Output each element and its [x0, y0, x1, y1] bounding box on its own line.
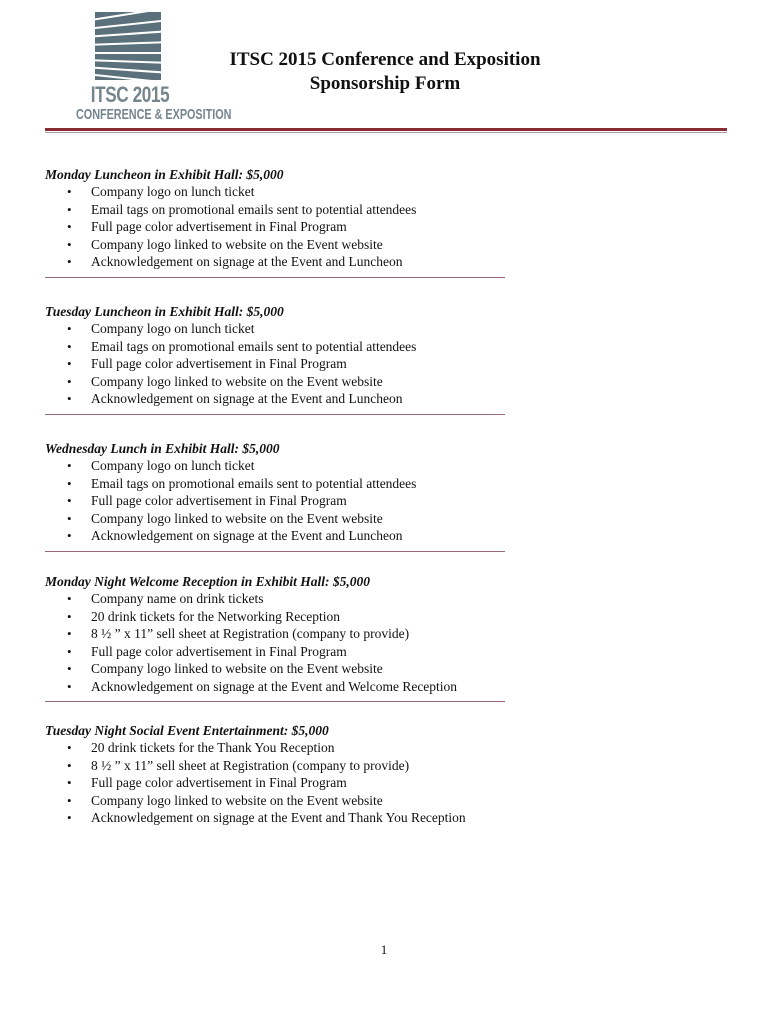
- bullet-icon: •: [67, 373, 72, 389]
- bullet-icon: •: [67, 236, 72, 252]
- bullet-icon: •: [67, 184, 72, 199]
- bullet-icon: •: [67, 458, 72, 473]
- logo-text-subtitle: CONFERENCE & EXPOSITION: [76, 106, 232, 123]
- bullet-icon: •: [67, 356, 72, 371]
- bullet-icon: •: [67, 391, 72, 406]
- bullet-icon: •: [67, 338, 72, 354]
- benefit-item: • Email tags on promotional emails sent to potential attendees: [67, 201, 417, 217]
- benefit-item: • Email tags on promotional emails sent to potential attendees: [67, 475, 417, 491]
- bullet-icon: •: [67, 254, 72, 269]
- benefit-item: • Acknowledgement on signage at the Event and Luncheon: [67, 391, 403, 406]
- page-title: [200, 48, 570, 96]
- sponsorship-section-tuesday-luncheon: [45, 303, 515, 415]
- section-divider: [45, 277, 505, 278]
- bullet-icon: •: [67, 810, 72, 825]
- section-divider: [45, 551, 505, 552]
- benefit-list: [45, 320, 515, 408]
- section-heading: Monday Night Welcome Reception in Exhibit Hall: $5,000: [45, 574, 371, 589]
- bullet-icon: •: [67, 775, 72, 790]
- bullet-icon: •: [67, 608, 72, 624]
- bullet-icon: •: [67, 626, 72, 641]
- benefit-item: • Company logo linked to website on the Event website: [67, 510, 383, 526]
- benefit-item: • 20 drink tickets for the Networking Reception: [67, 608, 340, 624]
- bullet-icon: •: [67, 643, 72, 659]
- benefit-list: [45, 590, 515, 695]
- sponsorship-section-social-event: [45, 722, 515, 827]
- title-line-2: Sponsorship Form: [309, 73, 461, 94]
- bullet-icon: •: [67, 740, 72, 755]
- logo-text-year: ITSC 2015: [90, 82, 170, 107]
- bullet-icon: •: [67, 493, 72, 508]
- benefit-item: • Full page color advertisement in Final Program: [67, 219, 347, 234]
- benefit-item: • Company logo on lunch ticket: [67, 321, 255, 336]
- section-heading: Monday Luncheon in Exhibit Hall: $5,000: [45, 167, 284, 182]
- benefit-item: • Company logo linked to website on the Event website: [67, 661, 383, 676]
- benefit-item: • Company name on drink tickets: [67, 591, 264, 606]
- benefit-item: • Full page color advertisement in Final Program: [67, 643, 347, 659]
- header-divider: [45, 128, 727, 131]
- title-line-1: ITSC 2015 Conference and Exposition: [229, 49, 541, 70]
- bullet-icon: •: [67, 757, 72, 773]
- benefit-list: [45, 739, 515, 827]
- bullet-icon: •: [67, 591, 72, 606]
- benefit-item: • Company logo linked to website on the Event website: [67, 373, 383, 389]
- logo-graphic: [95, 12, 161, 80]
- bullet-icon: •: [67, 678, 72, 694]
- page-number: 1: [380, 942, 388, 957]
- bullet-icon: •: [67, 661, 72, 676]
- benefit-item: • 8 ½ ” x 11” sell sheet at Registration (company to provide): [67, 757, 410, 773]
- benefit-item: • Acknowledgement on signage at the Event and Luncheon: [67, 528, 403, 543]
- bullet-icon: •: [67, 792, 72, 808]
- benefit-item: • 8 ½ ” x 11” sell sheet at Registration (company to provide): [67, 626, 410, 641]
- bullet-icon: •: [67, 510, 72, 526]
- section-divider: [45, 414, 505, 415]
- benefit-item: • Full page color advertisement in Final Program: [67, 356, 347, 371]
- benefit-list: [45, 183, 515, 271]
- benefit-item: • Acknowledgement on signage at the Event and Welcome Reception: [67, 678, 458, 694]
- section-divider: [45, 701, 505, 702]
- sponsorship-section-welcome-reception: [45, 573, 515, 702]
- bullet-icon: •: [67, 201, 72, 217]
- benefit-item: • Full page color advertisement in Final Program: [67, 493, 347, 508]
- benefit-item: • Acknowledgement on signage at the Event and Thank You Reception: [67, 810, 466, 825]
- benefit-item: • Email tags on promotional emails sent to potential attendees: [67, 338, 417, 354]
- section-heading: Tuesday Luncheon in Exhibit Hall: $5,000: [45, 304, 284, 319]
- benefit-item: • Company logo linked to website on the Event website: [67, 236, 383, 252]
- sponsorship-section-wednesday-lunch: [45, 440, 515, 552]
- section-heading: Tuesday Night Social Event Entertainment: $5,000: [45, 723, 329, 738]
- benefit-list: [45, 457, 515, 545]
- benefit-item: • Acknowledgement on signage at the Event and Luncheon: [67, 254, 403, 269]
- sponsorship-section-monday-luncheon: [45, 166, 515, 278]
- benefit-item: • Company logo on lunch ticket: [67, 184, 255, 199]
- conference-logo: [55, 12, 232, 123]
- header-divider-shadow: [45, 132, 727, 133]
- benefit-item: • Full page color advertisement in Final Program: [67, 775, 347, 790]
- bullet-icon: •: [67, 475, 72, 491]
- section-heading: Wednesday Lunch in Exhibit Hall: $5,000: [45, 441, 280, 456]
- bullet-icon: •: [67, 219, 72, 234]
- bullet-icon: •: [67, 321, 72, 336]
- bullet-icon: •: [67, 528, 72, 543]
- benefit-item: • Company logo on lunch ticket: [67, 458, 255, 473]
- benefit-item: • 20 drink tickets for the Thank You Reception: [67, 740, 335, 755]
- benefit-item: • Company logo linked to website on the Event website: [67, 792, 383, 808]
